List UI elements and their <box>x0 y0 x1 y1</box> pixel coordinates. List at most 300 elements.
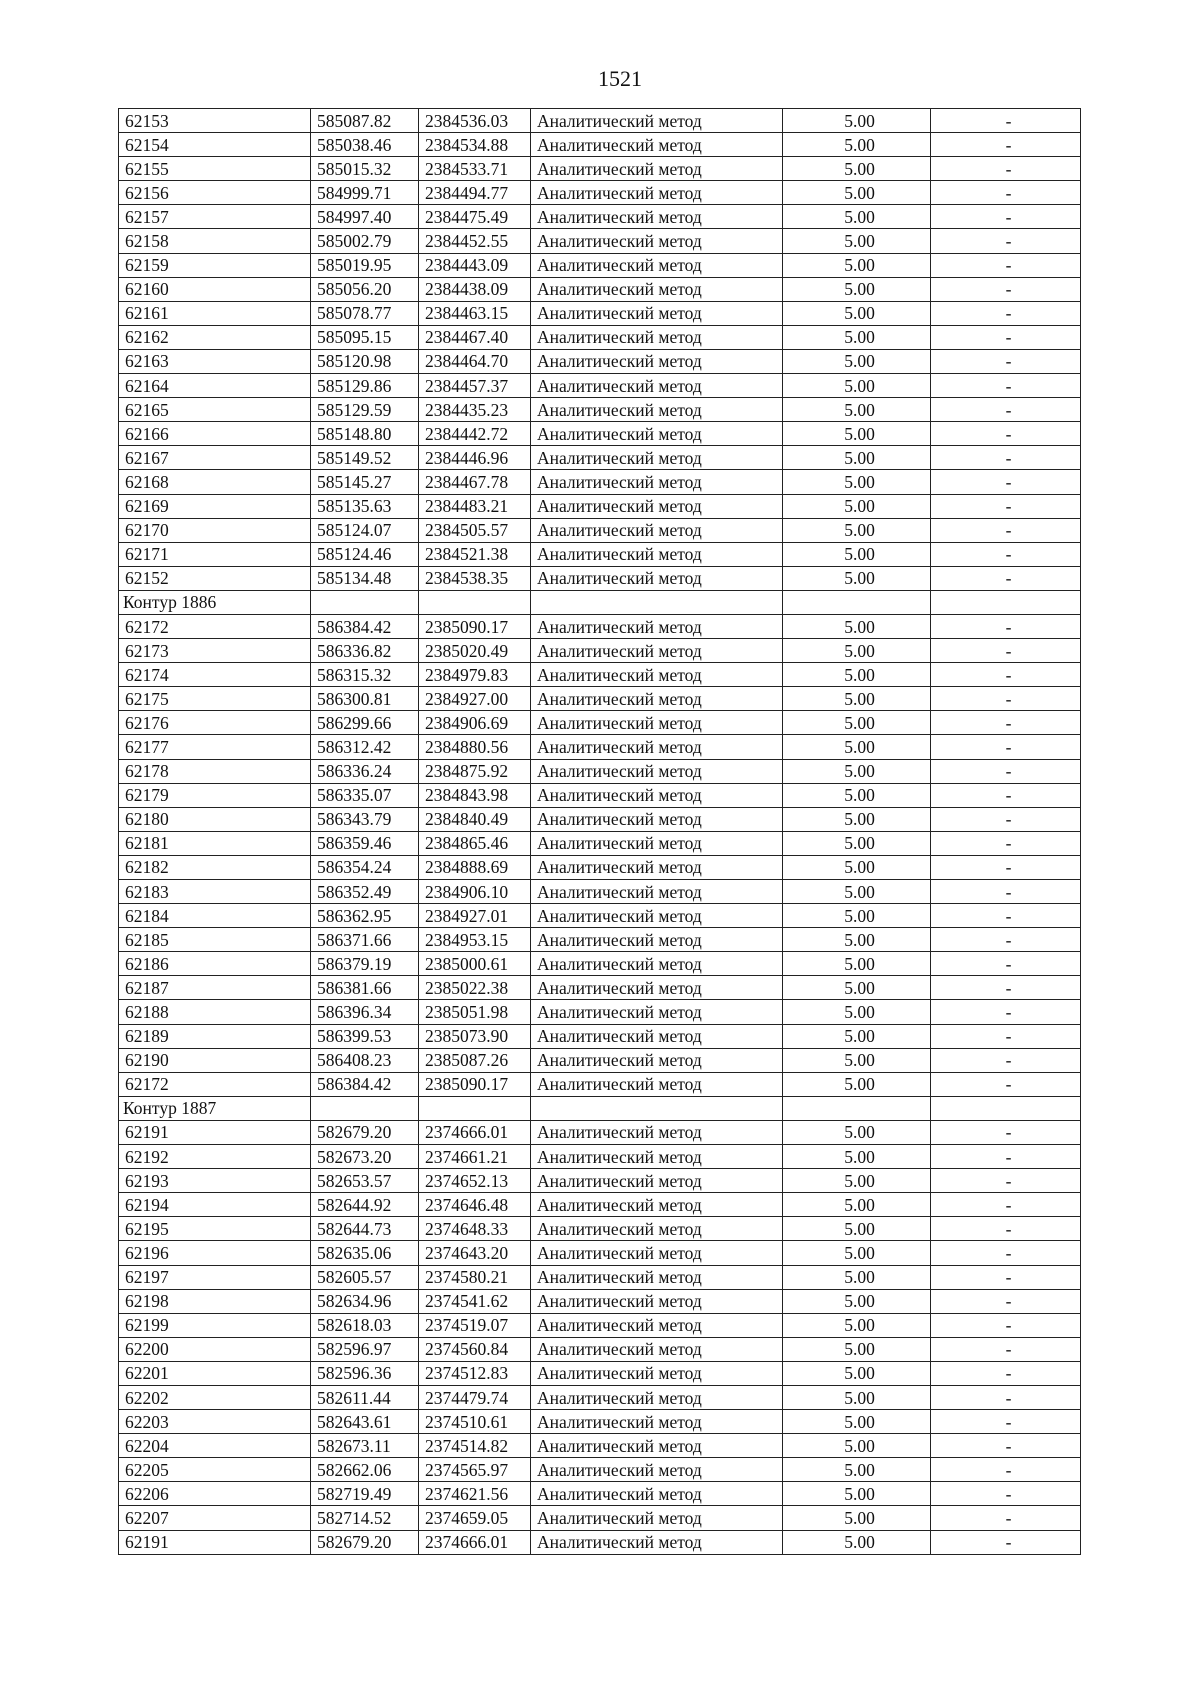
x-coordinate-cell: 586408.23 <box>311 1048 419 1072</box>
tolerance-cell: 5.00 <box>783 325 931 349</box>
x-coordinate-cell: 582653.57 <box>311 1169 419 1193</box>
point-id-cell: 62197 <box>119 1265 311 1289</box>
x-coordinate-cell: 582634.96 <box>311 1289 419 1313</box>
y-coordinate-cell: 2384463.15 <box>419 301 531 325</box>
empty-cell <box>783 1096 931 1120</box>
table-row <box>119 1120 1081 1144</box>
point-id-cell: 62204 <box>119 1434 311 1458</box>
tolerance-cell: 5.00 <box>783 976 931 1000</box>
point-id-cell: 62200 <box>119 1337 311 1361</box>
note-cell: - <box>931 952 1081 976</box>
method-cell: Аналитический метод <box>531 1313 783 1337</box>
note-cell: - <box>931 446 1081 470</box>
tolerance-cell: 5.00 <box>783 518 931 542</box>
empty-cell <box>311 590 419 614</box>
method-cell: Аналитический метод <box>531 783 783 807</box>
tolerance-cell: 5.00 <box>783 1506 931 1530</box>
x-coordinate-cell: 585145.27 <box>311 470 419 494</box>
table-row <box>119 928 1081 952</box>
tolerance-cell: 5.00 <box>783 952 931 976</box>
tolerance-cell: 5.00 <box>783 301 931 325</box>
y-coordinate-cell: 2384843.98 <box>419 783 531 807</box>
y-coordinate-cell: 2384906.69 <box>419 711 531 735</box>
point-id-cell: 62191 <box>119 1530 311 1554</box>
method-cell: Аналитический метод <box>531 1241 783 1265</box>
note-cell: - <box>931 1482 1081 1506</box>
note-cell: - <box>931 253 1081 277</box>
y-coordinate-cell: 2384953.15 <box>419 928 531 952</box>
table-row <box>119 1193 1081 1217</box>
tolerance-cell: 5.00 <box>783 422 931 446</box>
x-coordinate-cell: 582679.20 <box>311 1530 419 1554</box>
note-cell: - <box>931 1217 1081 1241</box>
table-row <box>119 157 1081 181</box>
point-id-cell: 62202 <box>119 1385 311 1409</box>
point-id-cell: 62203 <box>119 1410 311 1434</box>
x-coordinate-cell: 586381.66 <box>311 976 419 1000</box>
tolerance-cell: 5.00 <box>783 1193 931 1217</box>
note-cell: - <box>931 759 1081 783</box>
y-coordinate-cell: 2384865.46 <box>419 831 531 855</box>
method-cell: Аналитический метод <box>531 831 783 855</box>
y-coordinate-cell: 2374659.05 <box>419 1506 531 1530</box>
point-id-cell: 62205 <box>119 1458 311 1482</box>
point-id-cell: 62207 <box>119 1506 311 1530</box>
method-cell: Аналитический метод <box>531 422 783 446</box>
table-row <box>119 831 1081 855</box>
point-id-cell: 62171 <box>119 542 311 566</box>
x-coordinate-cell: 586300.81 <box>311 687 419 711</box>
method-cell: Аналитический метод <box>531 614 783 638</box>
table-row <box>119 711 1081 735</box>
note-cell: - <box>931 470 1081 494</box>
y-coordinate-cell: 2384888.69 <box>419 855 531 879</box>
table-row <box>119 374 1081 398</box>
x-coordinate-cell: 586312.42 <box>311 735 419 759</box>
y-coordinate-cell: 2384533.71 <box>419 157 531 181</box>
empty-cell <box>931 1096 1081 1120</box>
y-coordinate-cell: 2384534.88 <box>419 133 531 157</box>
tolerance-cell: 5.00 <box>783 855 931 879</box>
method-cell: Аналитический метод <box>531 277 783 301</box>
x-coordinate-cell: 585129.59 <box>311 398 419 422</box>
method-cell: Аналитический метод <box>531 711 783 735</box>
method-cell: Аналитический метод <box>531 518 783 542</box>
table-body <box>119 109 1081 1555</box>
tolerance-cell: 5.00 <box>783 253 931 277</box>
section-header-row <box>119 590 1081 614</box>
y-coordinate-cell: 2384494.77 <box>419 181 531 205</box>
note-cell: - <box>931 1241 1081 1265</box>
y-coordinate-cell: 2384979.83 <box>419 663 531 687</box>
point-id-cell: 62163 <box>119 349 311 373</box>
x-coordinate-cell: 585056.20 <box>311 277 419 301</box>
point-id-cell: 62188 <box>119 1000 311 1024</box>
x-coordinate-cell: 582644.92 <box>311 1193 419 1217</box>
tolerance-cell: 5.00 <box>783 494 931 518</box>
table-row <box>119 181 1081 205</box>
table-row <box>119 1169 1081 1193</box>
y-coordinate-cell: 2385090.17 <box>419 614 531 638</box>
method-cell: Аналитический метод <box>531 687 783 711</box>
note-cell: - <box>931 1048 1081 1072</box>
table-row <box>119 855 1081 879</box>
point-id-cell: 62176 <box>119 711 311 735</box>
y-coordinate-cell: 2374648.33 <box>419 1217 531 1241</box>
tolerance-cell: 5.00 <box>783 229 931 253</box>
note-cell: - <box>931 325 1081 349</box>
tolerance-cell: 5.00 <box>783 205 931 229</box>
tolerance-cell: 5.00 <box>783 831 931 855</box>
point-id-cell: 62164 <box>119 374 311 398</box>
x-coordinate-cell: 582605.57 <box>311 1265 419 1289</box>
x-coordinate-cell: 586336.24 <box>311 759 419 783</box>
y-coordinate-cell: 2384438.09 <box>419 277 531 301</box>
note-cell: - <box>931 157 1081 181</box>
section-header-row <box>119 1096 1081 1120</box>
x-coordinate-cell: 582635.06 <box>311 1241 419 1265</box>
method-cell: Аналитический метод <box>531 1048 783 1072</box>
method-cell: Аналитический метод <box>531 470 783 494</box>
y-coordinate-cell: 2384457.37 <box>419 374 531 398</box>
point-id-cell: 62186 <box>119 952 311 976</box>
method-cell: Аналитический метод <box>531 1482 783 1506</box>
tolerance-cell: 5.00 <box>783 1289 931 1313</box>
point-id-cell: 62181 <box>119 831 311 855</box>
x-coordinate-cell: 586336.82 <box>311 639 419 663</box>
x-coordinate-cell: 585078.77 <box>311 301 419 325</box>
table-row <box>119 470 1081 494</box>
y-coordinate-cell: 2374652.13 <box>419 1169 531 1193</box>
x-coordinate-cell: 582643.61 <box>311 1410 419 1434</box>
tolerance-cell: 5.00 <box>783 1458 931 1482</box>
x-coordinate-cell: 582596.36 <box>311 1361 419 1385</box>
note-cell: - <box>931 349 1081 373</box>
x-coordinate-cell: 585134.48 <box>311 566 419 590</box>
table-row <box>119 1217 1081 1241</box>
note-cell: - <box>931 1265 1081 1289</box>
tolerance-cell: 5.00 <box>783 1361 931 1385</box>
point-id-cell: 62159 <box>119 253 311 277</box>
tolerance-cell: 5.00 <box>783 398 931 422</box>
x-coordinate-cell: 585124.46 <box>311 542 419 566</box>
note-cell: - <box>931 301 1081 325</box>
note-cell: - <box>931 494 1081 518</box>
note-cell: - <box>931 976 1081 1000</box>
y-coordinate-cell: 2385020.49 <box>419 639 531 663</box>
table-row <box>119 1000 1081 1024</box>
tolerance-cell: 5.00 <box>783 374 931 398</box>
point-id-cell: 62190 <box>119 1048 311 1072</box>
method-cell: Аналитический метод <box>531 205 783 229</box>
method-cell: Аналитический метод <box>531 880 783 904</box>
tolerance-cell: 5.00 <box>783 880 931 904</box>
y-coordinate-cell: 2374580.21 <box>419 1265 531 1289</box>
x-coordinate-cell: 582714.52 <box>311 1506 419 1530</box>
note-cell: - <box>931 687 1081 711</box>
table-row <box>119 253 1081 277</box>
note-cell: - <box>931 133 1081 157</box>
point-id-cell: 62177 <box>119 735 311 759</box>
empty-cell <box>931 590 1081 614</box>
x-coordinate-cell: 585148.80 <box>311 422 419 446</box>
x-coordinate-cell: 586362.95 <box>311 904 419 928</box>
x-coordinate-cell: 585129.86 <box>311 374 419 398</box>
tolerance-cell: 5.00 <box>783 807 931 831</box>
x-coordinate-cell: 585124.07 <box>311 518 419 542</box>
table-row <box>119 663 1081 687</box>
method-cell: Аналитический метод <box>531 1530 783 1554</box>
empty-cell <box>311 1096 419 1120</box>
x-coordinate-cell: 586399.53 <box>311 1024 419 1048</box>
note-cell: - <box>931 1434 1081 1458</box>
method-cell: Аналитический метод <box>531 446 783 470</box>
table-row <box>119 1024 1081 1048</box>
table-row <box>119 735 1081 759</box>
y-coordinate-cell: 2384443.09 <box>419 253 531 277</box>
method-cell: Аналитический метод <box>531 1145 783 1169</box>
method-cell: Аналитический метод <box>531 928 783 952</box>
method-cell: Аналитический метод <box>531 398 783 422</box>
point-id-cell: 62201 <box>119 1361 311 1385</box>
table-row <box>119 614 1081 638</box>
tolerance-cell: 5.00 <box>783 109 931 133</box>
method-cell: Аналитический метод <box>531 542 783 566</box>
tolerance-cell: 5.00 <box>783 928 931 952</box>
table-row <box>119 1385 1081 1409</box>
note-cell: - <box>931 1120 1081 1144</box>
x-coordinate-cell: 585135.63 <box>311 494 419 518</box>
tolerance-cell: 5.00 <box>783 1337 931 1361</box>
tolerance-cell: 5.00 <box>783 1169 931 1193</box>
y-coordinate-cell: 2384483.21 <box>419 494 531 518</box>
y-coordinate-cell: 2385051.98 <box>419 1000 531 1024</box>
y-coordinate-cell: 2384464.70 <box>419 349 531 373</box>
y-coordinate-cell: 2374661.21 <box>419 1145 531 1169</box>
tolerance-cell: 5.00 <box>783 566 931 590</box>
table-row <box>119 325 1081 349</box>
x-coordinate-cell: 586379.19 <box>311 952 419 976</box>
table-row <box>119 446 1081 470</box>
y-coordinate-cell: 2385022.38 <box>419 976 531 1000</box>
method-cell: Аналитический метод <box>531 566 783 590</box>
point-id-cell: 62161 <box>119 301 311 325</box>
method-cell: Аналитический метод <box>531 1024 783 1048</box>
note-cell: - <box>931 783 1081 807</box>
tolerance-cell: 5.00 <box>783 1120 931 1144</box>
note-cell: - <box>931 1506 1081 1530</box>
x-coordinate-cell: 582679.20 <box>311 1120 419 1144</box>
y-coordinate-cell: 2374643.20 <box>419 1241 531 1265</box>
tolerance-cell: 5.00 <box>783 542 931 566</box>
note-cell: - <box>931 422 1081 446</box>
x-coordinate-cell: 582596.97 <box>311 1337 419 1361</box>
y-coordinate-cell: 2384505.57 <box>419 518 531 542</box>
tolerance-cell: 5.00 <box>783 446 931 470</box>
coordinates-table <box>118 108 1081 1555</box>
x-coordinate-cell: 586371.66 <box>311 928 419 952</box>
tolerance-cell: 5.00 <box>783 711 931 735</box>
note-cell: - <box>931 880 1081 904</box>
method-cell: Аналитический метод <box>531 759 783 783</box>
y-coordinate-cell: 2384446.96 <box>419 446 531 470</box>
method-cell: Аналитический метод <box>531 1265 783 1289</box>
tolerance-cell: 5.00 <box>783 1024 931 1048</box>
tolerance-cell: 5.00 <box>783 1265 931 1289</box>
y-coordinate-cell: 2384442.72 <box>419 422 531 446</box>
y-coordinate-cell: 2374621.56 <box>419 1482 531 1506</box>
empty-cell <box>531 590 783 614</box>
method-cell: Аналитический метод <box>531 109 783 133</box>
x-coordinate-cell: 584999.71 <box>311 181 419 205</box>
empty-cell <box>419 1096 531 1120</box>
table-row <box>119 1289 1081 1313</box>
method-cell: Аналитический метод <box>531 735 783 759</box>
tolerance-cell: 5.00 <box>783 1048 931 1072</box>
tolerance-cell: 5.00 <box>783 1000 931 1024</box>
y-coordinate-cell: 2374565.97 <box>419 1458 531 1482</box>
point-id-cell: 62158 <box>119 229 311 253</box>
method-cell: Аналитический метод <box>531 639 783 663</box>
y-coordinate-cell: 2374666.01 <box>419 1120 531 1144</box>
x-coordinate-cell: 584997.40 <box>311 205 419 229</box>
method-cell: Аналитический метод <box>531 952 783 976</box>
table-row <box>119 1145 1081 1169</box>
note-cell: - <box>931 1530 1081 1554</box>
y-coordinate-cell: 2384927.00 <box>419 687 531 711</box>
method-cell: Аналитический метод <box>531 325 783 349</box>
page-number: 1521 <box>598 66 642 91</box>
method-cell: Аналитический метод <box>531 1410 783 1434</box>
method-cell: Аналитический метод <box>531 807 783 831</box>
point-id-cell: 62170 <box>119 518 311 542</box>
tolerance-cell: 5.00 <box>783 614 931 638</box>
table-row <box>119 277 1081 301</box>
point-id-cell: 62169 <box>119 494 311 518</box>
tolerance-cell: 5.00 <box>783 1482 931 1506</box>
y-coordinate-cell: 2384840.49 <box>419 807 531 831</box>
point-id-cell: 62173 <box>119 639 311 663</box>
point-id-cell: 62179 <box>119 783 311 807</box>
note-cell: - <box>931 1337 1081 1361</box>
note-cell: - <box>931 1313 1081 1337</box>
note-cell: - <box>931 277 1081 301</box>
tolerance-cell: 5.00 <box>783 157 931 181</box>
tolerance-cell: 5.00 <box>783 470 931 494</box>
y-coordinate-cell: 2384880.56 <box>419 735 531 759</box>
x-coordinate-cell: 586384.42 <box>311 1072 419 1096</box>
y-coordinate-cell: 2374541.62 <box>419 1289 531 1313</box>
note-cell: - <box>931 711 1081 735</box>
table-row <box>119 759 1081 783</box>
note-cell: - <box>931 1410 1081 1434</box>
method-cell: Аналитический метод <box>531 976 783 1000</box>
point-id-cell: 62182 <box>119 855 311 879</box>
point-id-cell: 62178 <box>119 759 311 783</box>
point-id-cell: 62187 <box>119 976 311 1000</box>
tolerance-cell: 5.00 <box>783 1313 931 1337</box>
tolerance-cell: 5.00 <box>783 1530 931 1554</box>
x-coordinate-cell: 582644.73 <box>311 1217 419 1241</box>
method-cell: Аналитический метод <box>531 181 783 205</box>
x-coordinate-cell: 582673.20 <box>311 1145 419 1169</box>
y-coordinate-cell: 2384521.38 <box>419 542 531 566</box>
table-row <box>119 1410 1081 1434</box>
table-row <box>119 1361 1081 1385</box>
method-cell: Аналитический метод <box>531 1506 783 1530</box>
x-coordinate-cell: 586352.49 <box>311 880 419 904</box>
note-cell: - <box>931 1169 1081 1193</box>
table-row <box>119 1506 1081 1530</box>
x-coordinate-cell: 585120.98 <box>311 349 419 373</box>
x-coordinate-cell: 582662.06 <box>311 1458 419 1482</box>
point-id-cell: 62175 <box>119 687 311 711</box>
point-id-cell: 62156 <box>119 181 311 205</box>
tolerance-cell: 5.00 <box>783 759 931 783</box>
table-row <box>119 1458 1081 1482</box>
x-coordinate-cell: 585002.79 <box>311 229 419 253</box>
table-row <box>119 783 1081 807</box>
x-coordinate-cell: 582719.49 <box>311 1482 419 1506</box>
note-cell: - <box>931 928 1081 952</box>
tolerance-cell: 5.00 <box>783 1072 931 1096</box>
note-cell: - <box>931 542 1081 566</box>
y-coordinate-cell: 2384475.49 <box>419 205 531 229</box>
tolerance-cell: 5.00 <box>783 904 931 928</box>
x-coordinate-cell: 586315.32 <box>311 663 419 687</box>
table-row <box>119 229 1081 253</box>
method-cell: Аналитический метод <box>531 1337 783 1361</box>
table-row <box>119 1337 1081 1361</box>
x-coordinate-cell: 585015.32 <box>311 157 419 181</box>
method-cell: Аналитический метод <box>531 1385 783 1409</box>
method-cell: Аналитический метод <box>531 1169 783 1193</box>
y-coordinate-cell: 2374512.83 <box>419 1361 531 1385</box>
note-cell: - <box>931 1193 1081 1217</box>
x-coordinate-cell: 582611.44 <box>311 1385 419 1409</box>
method-cell: Аналитический метод <box>531 229 783 253</box>
y-coordinate-cell: 2374646.48 <box>419 1193 531 1217</box>
point-id-cell: 62157 <box>119 205 311 229</box>
note-cell: - <box>931 1361 1081 1385</box>
tolerance-cell: 5.00 <box>783 663 931 687</box>
table-row <box>119 687 1081 711</box>
method-cell: Аналитический метод <box>531 663 783 687</box>
point-id-cell: 62166 <box>119 422 311 446</box>
tolerance-cell: 5.00 <box>783 349 931 373</box>
tolerance-cell: 5.00 <box>783 1145 931 1169</box>
method-cell: Аналитический метод <box>531 374 783 398</box>
note-cell: - <box>931 398 1081 422</box>
table-row <box>119 1482 1081 1506</box>
method-cell: Аналитический метод <box>531 1434 783 1458</box>
method-cell: Аналитический метод <box>531 1193 783 1217</box>
y-coordinate-cell: 2374560.84 <box>419 1337 531 1361</box>
method-cell: Аналитический метод <box>531 1458 783 1482</box>
tolerance-cell: 5.00 <box>783 783 931 807</box>
note-cell: - <box>931 735 1081 759</box>
note-cell: - <box>931 374 1081 398</box>
note-cell: - <box>931 229 1081 253</box>
table-row <box>119 1265 1081 1289</box>
table-row <box>119 952 1081 976</box>
y-coordinate-cell: 2374519.07 <box>419 1313 531 1337</box>
y-coordinate-cell: 2374514.82 <box>419 1434 531 1458</box>
table-row <box>119 1072 1081 1096</box>
table-row <box>119 349 1081 373</box>
x-coordinate-cell: 586354.24 <box>311 855 419 879</box>
tolerance-cell: 5.00 <box>783 277 931 301</box>
